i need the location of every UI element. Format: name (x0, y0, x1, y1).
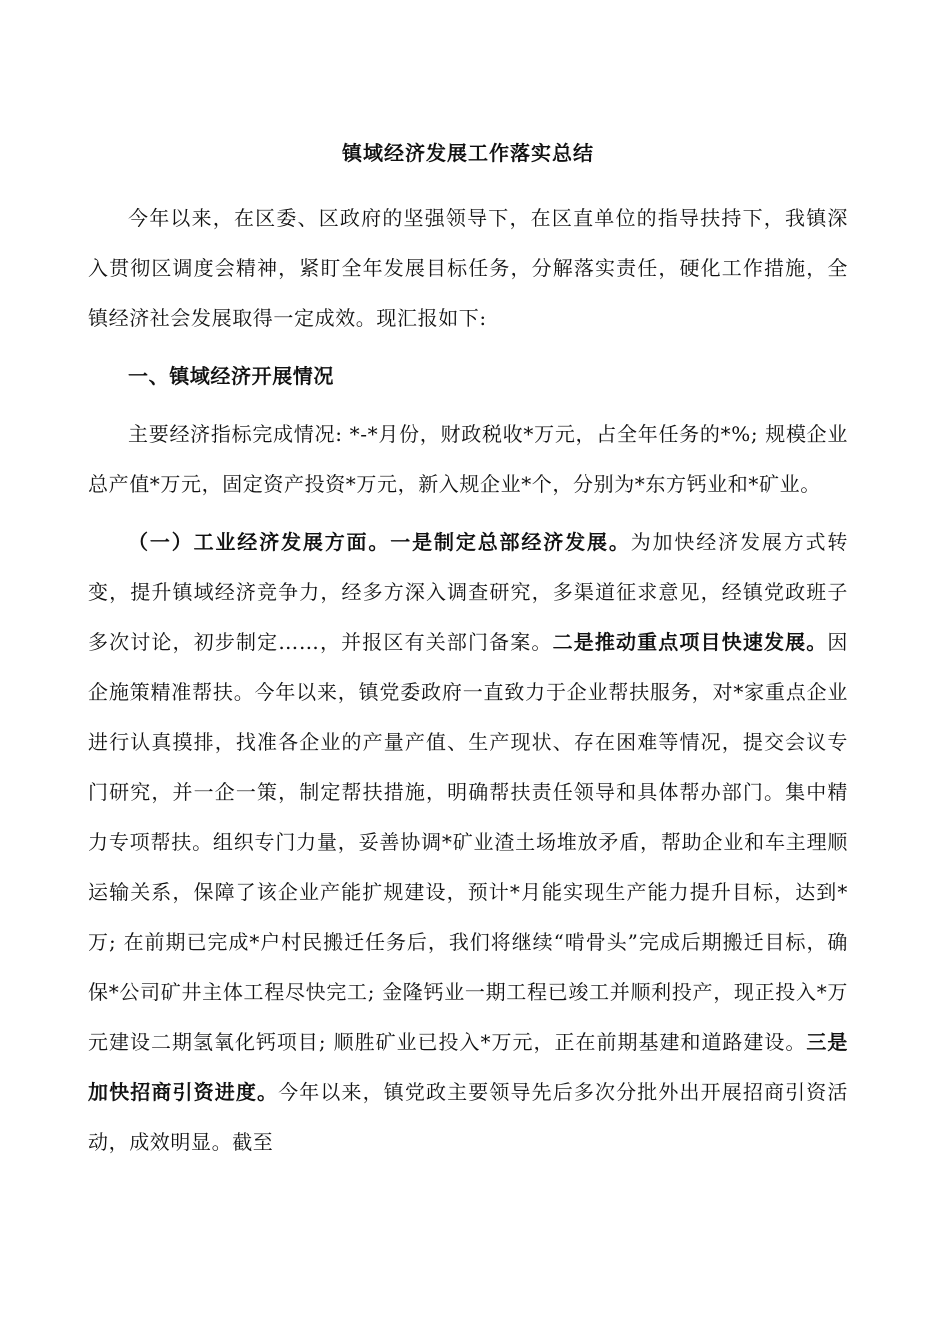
indicators-paragraph: 主要经济指标完成情况: *-*月份，财政税收*万元，占全年任务的*%; 规模企业总产值*万元，固定资产投资*万元，新入规企业*个，分别为*东方钙业和*矿业。 (88, 422, 848, 496)
industry-heading: （一）工业经济发展方面。 (128, 530, 391, 554)
document-title: 镇域经济发展工作落实总结 (342, 141, 594, 165)
point1-text: 为加快经济发展方式转变，提升镇域经济竞争力，经多方深入调查研究，多渠道征求意见，经镇党政班子多次讨论，初步制定……，并报区有关部门备案。 (88, 530, 849, 654)
section-heading: 一、镇域经济开展情况 (128, 364, 334, 388)
industry-paragraph (88, 517, 848, 1167)
document-page (88, 135, 848, 1167)
point1-title: 一是制定总部经济发展。 (390, 530, 631, 554)
point2-title: 二是推动重点项目快速发展。 (552, 630, 828, 654)
point3-title: 三是加快招商引资进度。 (88, 1030, 848, 1104)
intro-paragraph: 今年以来，在区委、区政府的坚强领导下，在区直单位的指导扶持下，我镇深入贯彻区调度会精神，紧盯全年发展目标任务，分解落实责任，硬化工作措施，全镇经济社会发展取得一定成效。现汇报如下: (88, 206, 848, 330)
point2-text: 因企施策精准帮扶。今年以来，镇党委政府一直致力于企业帮扶服务，对*家重点企业进行认真摸排，找准各企业的产量产值、生产现状、存在困难等情况，提交会议专门研究，并一企一策，制定帮扶措施，明确帮扶责任领导和具体帮办部门。集中精力专项帮扶。组织专门力量，妥善协调*矿业渣土场堆放矛盾，帮助企业和车主理顺运输关系，保障了该企业产能扩规建设，预计*月能实现生产能力提升目标，达到*万; 在前期已完成*户村民搬迁任务后，我们将继续“啃骨头”完成后期搬迁目标，确保*公司矿井主体工程尽快完工; 金隆钙业一期工程已竣工并顺利投产，现正投入*万元建设二期氢氧化钙项目; 顺胜矿业已投入*万元，正在前期基建和道路建设。 (88, 630, 848, 1054)
point3-text: 今年以来，镇党政主要领导先后多次分批外出开展招商引资活动，成效明显。截至 (88, 1080, 849, 1154)
